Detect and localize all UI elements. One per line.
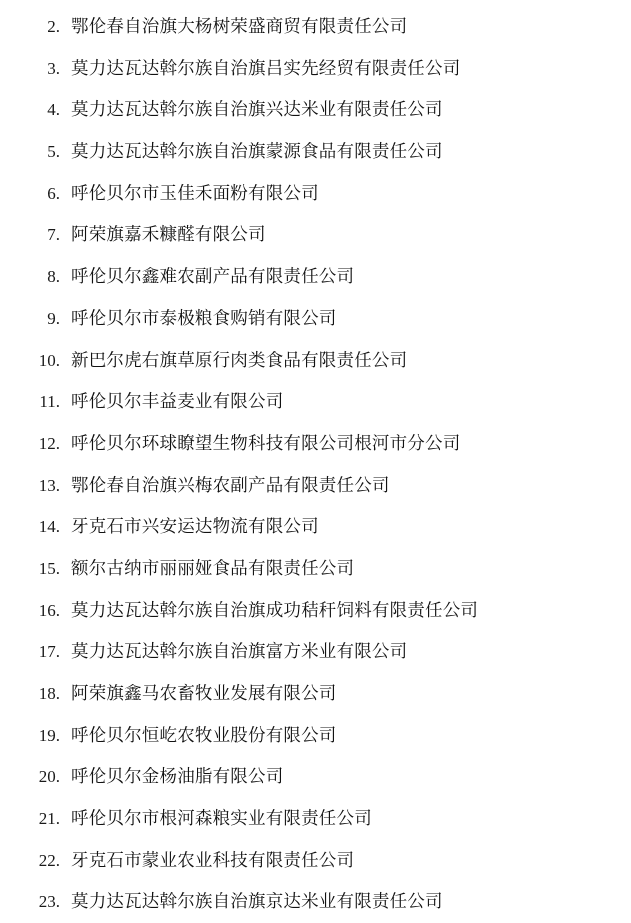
list-item-number: 11. (39, 392, 60, 412)
list-item-label: 呼伦贝尔丰益麦业有限公司 (71, 391, 284, 412)
list-item-number: 23. (38, 892, 60, 912)
list-item (0, 715, 631, 757)
list-item-label: 莫力达瓦达斡尔族自治旗富方米业有限公司 (71, 641, 408, 662)
list-item-label: 呼伦贝尔市玉佳禾面粉有限公司 (71, 182, 319, 203)
list-item-number: 7. (47, 225, 60, 245)
list-item (0, 423, 631, 465)
list-item (0, 256, 631, 298)
list-item (0, 798, 631, 840)
list-item-label: 鄂伦春自治旗兴梅农副产品有限责任公司 (71, 474, 390, 495)
list-item-label: 呼伦贝尔市泰极粮食购销有限公司 (71, 307, 337, 328)
list-item-number: 8. (47, 267, 60, 287)
list-item (0, 173, 631, 215)
list-item-label: 莫力达瓦达斡尔族自治旗兴达米业有限责任公司 (71, 99, 443, 120)
list-item (0, 631, 631, 673)
list-item (0, 673, 631, 715)
list-item-number: 4. (47, 100, 60, 120)
list-item-number: 3. (47, 58, 60, 78)
list-item-label: 莫力达瓦达斡尔族自治旗成功秸秆饲料有限责任公司 (71, 599, 479, 620)
list-item-number: 6. (47, 183, 60, 203)
list-item-number: 10. (38, 350, 60, 370)
list-item (0, 881, 631, 923)
list-item (0, 756, 631, 798)
list-item (0, 340, 631, 382)
list-item (0, 131, 631, 173)
list-item-label: 阿荣旗嘉禾糠醛有限公司 (71, 224, 266, 245)
list-item-label: 呼伦贝尔环球瞭望生物科技有限公司根河市分公司 (71, 432, 461, 453)
list-item (0, 214, 631, 256)
list-item-number: 2. (47, 17, 60, 36)
list-item-label: 牙克石市蒙业农业科技有限责任公司 (71, 849, 355, 870)
list-item (0, 89, 631, 131)
list-item-number: 16. (38, 600, 60, 620)
list-item-label: 阿荣旗鑫马农畜牧业发展有限公司 (71, 683, 337, 703)
list-item-label: 呼伦贝尔恒屹农牧业股份有限公司 (71, 724, 337, 745)
list-item (0, 6, 631, 48)
list-item-number: 19. (38, 725, 60, 745)
list-item-number: 17. (38, 642, 60, 662)
list-item-label: 呼伦贝尔鑫难农副产品有限责任公司 (71, 266, 355, 287)
list-item-label: 新巴尔虎右旗草原行肉类食品有限责任公司 (71, 349, 408, 370)
list-item-label: 莫力达瓦达斡尔族自治旗蒙源食品有限责任公司 (71, 141, 443, 162)
list-item (0, 506, 631, 548)
list-item-number: 12. (38, 433, 60, 453)
list-item-number: 15. (38, 558, 60, 578)
list-item-label: 鄂伦春自治旗大杨树荣盛商贸有限责任公司 (71, 16, 408, 36)
list-item-number: 5. (47, 142, 60, 162)
list-item (0, 465, 631, 507)
list-item-label: 牙克石市兴安运达物流有限公司 (71, 516, 319, 537)
list-item-number: 20. (38, 767, 60, 787)
list-item-label: 莫力达瓦达斡尔族自治旗京达米业有限责任公司 (71, 891, 443, 912)
list-item (0, 48, 631, 90)
list-item-number: 13. (38, 475, 60, 495)
list-item-label: 呼伦贝尔市根河森粮实业有限责任公司 (71, 808, 372, 829)
list-item-number: 9. (47, 308, 60, 328)
list-item (0, 548, 631, 590)
list-item (0, 840, 631, 882)
list-item-label: 莫力达瓦达斡尔族自治旗吕实先经贸有限责任公司 (71, 57, 461, 78)
list-item-number: 18. (38, 684, 60, 703)
list-item-label: 呼伦贝尔金杨油脂有限公司 (71, 766, 284, 787)
list-item-label: 额尔古纳市丽丽娅食品有限责任公司 (71, 557, 355, 578)
list-item-number: 14. (38, 517, 60, 537)
list-item (0, 298, 631, 340)
list-item (0, 381, 631, 423)
list-item-number: 21. (38, 809, 60, 829)
list-item (0, 590, 631, 632)
list-item-number: 22. (38, 850, 60, 870)
